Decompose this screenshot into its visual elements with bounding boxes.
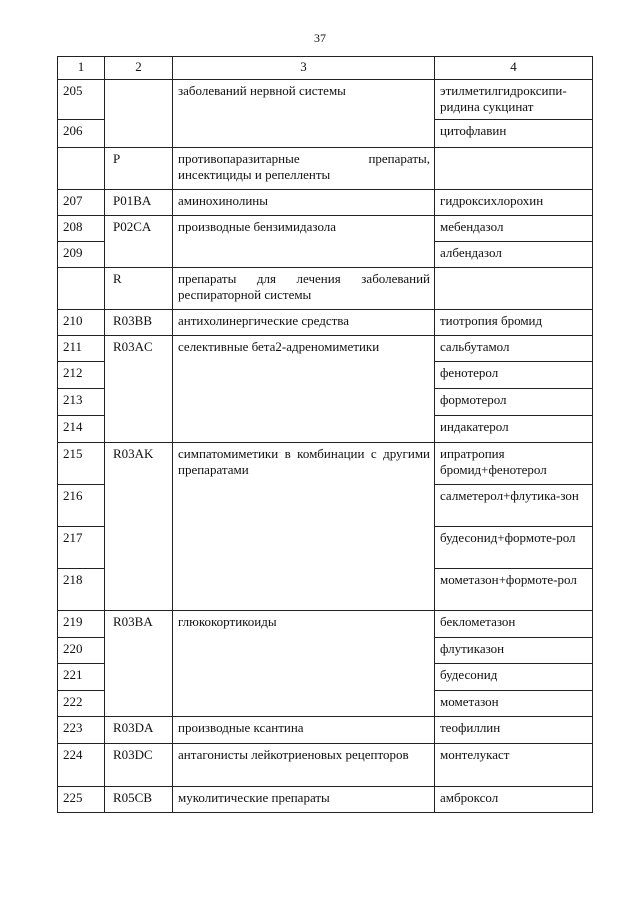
table-row <box>58 336 593 362</box>
drug-name: будесонид <box>435 664 593 691</box>
table-row <box>58 443 593 485</box>
row-number: 215 <box>58 443 105 485</box>
row-number: 217 <box>58 527 105 569</box>
table-row <box>58 216 593 242</box>
table-row <box>58 148 593 190</box>
table-header-row <box>58 57 593 80</box>
drug-name: мометазон+формоте-рол <box>435 569 593 611</box>
row-number: 223 <box>58 717 105 744</box>
drug-group: селективные бета2-адреномиметики <box>173 336 435 443</box>
row-number: 210 <box>58 310 105 336</box>
atc-code: P <box>105 148 173 190</box>
drug-name: ипратропия бромид+фенотерол <box>435 443 593 485</box>
table-row <box>58 190 593 216</box>
drug-name: салметерол+флутика-зон <box>435 485 593 527</box>
drug-name: формотерол <box>435 389 593 416</box>
table-row <box>58 611 593 638</box>
medication-table <box>57 56 593 813</box>
drug-group: муколитические препараты <box>173 787 435 813</box>
atc-code: R <box>105 268 173 310</box>
column-header: 3 <box>173 57 435 80</box>
row-number: 211 <box>58 336 105 362</box>
table-row <box>58 80 593 120</box>
drug-name: индакатерол <box>435 416 593 443</box>
page-number: 37 <box>314 31 326 45</box>
drug-name: сальбутамол <box>435 336 593 362</box>
table-row <box>58 268 593 310</box>
atc-code: R03AK <box>105 443 173 611</box>
row-number: 213 <box>58 389 105 416</box>
row-number: 220 <box>58 638 105 664</box>
row-number: 216 <box>58 485 105 527</box>
atc-code: R03BA <box>105 611 173 717</box>
drug-name: флутиказон <box>435 638 593 664</box>
atc-code: R03AC <box>105 336 173 443</box>
drug-name: теофиллин <box>435 717 593 744</box>
drug-group: противопаразитарные препараты, инсектициды и репелленты <box>173 148 435 190</box>
atc-code: R03BB <box>105 310 173 336</box>
row-number: 209 <box>58 242 105 268</box>
row-number: 206 <box>58 120 105 148</box>
drug-name: амброксол <box>435 787 593 813</box>
drug-group: заболеваний нервной системы <box>173 80 435 148</box>
drug-name: этилметилгидроксипи-ридина сукцинат <box>435 80 593 120</box>
row-number: 207 <box>58 190 105 216</box>
atc-code: R03DC <box>105 744 173 787</box>
column-header: 4 <box>435 57 593 80</box>
atc-code: P01BA <box>105 190 173 216</box>
row-number <box>58 268 105 310</box>
row-number: 212 <box>58 362 105 389</box>
row-number: 208 <box>58 216 105 242</box>
drug-group: препараты для лечения заболеваний респираторной системы <box>173 268 435 310</box>
atc-code: R03DA <box>105 717 173 744</box>
drug-name <box>435 268 593 310</box>
drug-group: симпатомиметики в комбинации с другими препаратами <box>173 443 435 611</box>
column-header: 1 <box>58 57 105 80</box>
table-row <box>58 717 593 744</box>
table-row <box>58 310 593 336</box>
drug-group: глюкокортикоиды <box>173 611 435 717</box>
row-number: 221 <box>58 664 105 691</box>
drug-group: антагонисты лейкотриеновых рецепторов <box>173 744 435 787</box>
drug-name: гидроксихлорохин <box>435 190 593 216</box>
drug-name: монтелукаст <box>435 744 593 787</box>
drug-name: будесонид+формоте-рол <box>435 527 593 569</box>
drug-name: цитофлавин <box>435 120 593 148</box>
drug-name <box>435 148 593 190</box>
atc-code <box>105 80 173 148</box>
atc-code: R05CB <box>105 787 173 813</box>
drug-group: производные ксантина <box>173 717 435 744</box>
column-header: 2 <box>105 57 173 80</box>
atc-code: P02CA <box>105 216 173 268</box>
row-number: 219 <box>58 611 105 638</box>
drug-group: антихолинергические средства <box>173 310 435 336</box>
row-number: 214 <box>58 416 105 443</box>
drug-group: аминохинолины <box>173 190 435 216</box>
row-number: 224 <box>58 744 105 787</box>
drug-name: беклометазон <box>435 611 593 638</box>
drug-name: тиотропия бромид <box>435 310 593 336</box>
drug-group: производные бензимидазола <box>173 216 435 268</box>
table-row <box>58 744 593 787</box>
row-number: 205 <box>58 80 105 120</box>
row-number: 218 <box>58 569 105 611</box>
drug-name: фенотерол <box>435 362 593 389</box>
table-row <box>58 787 593 813</box>
row-number: 222 <box>58 691 105 717</box>
drug-name: мометазон <box>435 691 593 717</box>
drug-name: албендазол <box>435 242 593 268</box>
row-number <box>58 148 105 190</box>
drug-name: мебендазол <box>435 216 593 242</box>
row-number: 225 <box>58 787 105 813</box>
